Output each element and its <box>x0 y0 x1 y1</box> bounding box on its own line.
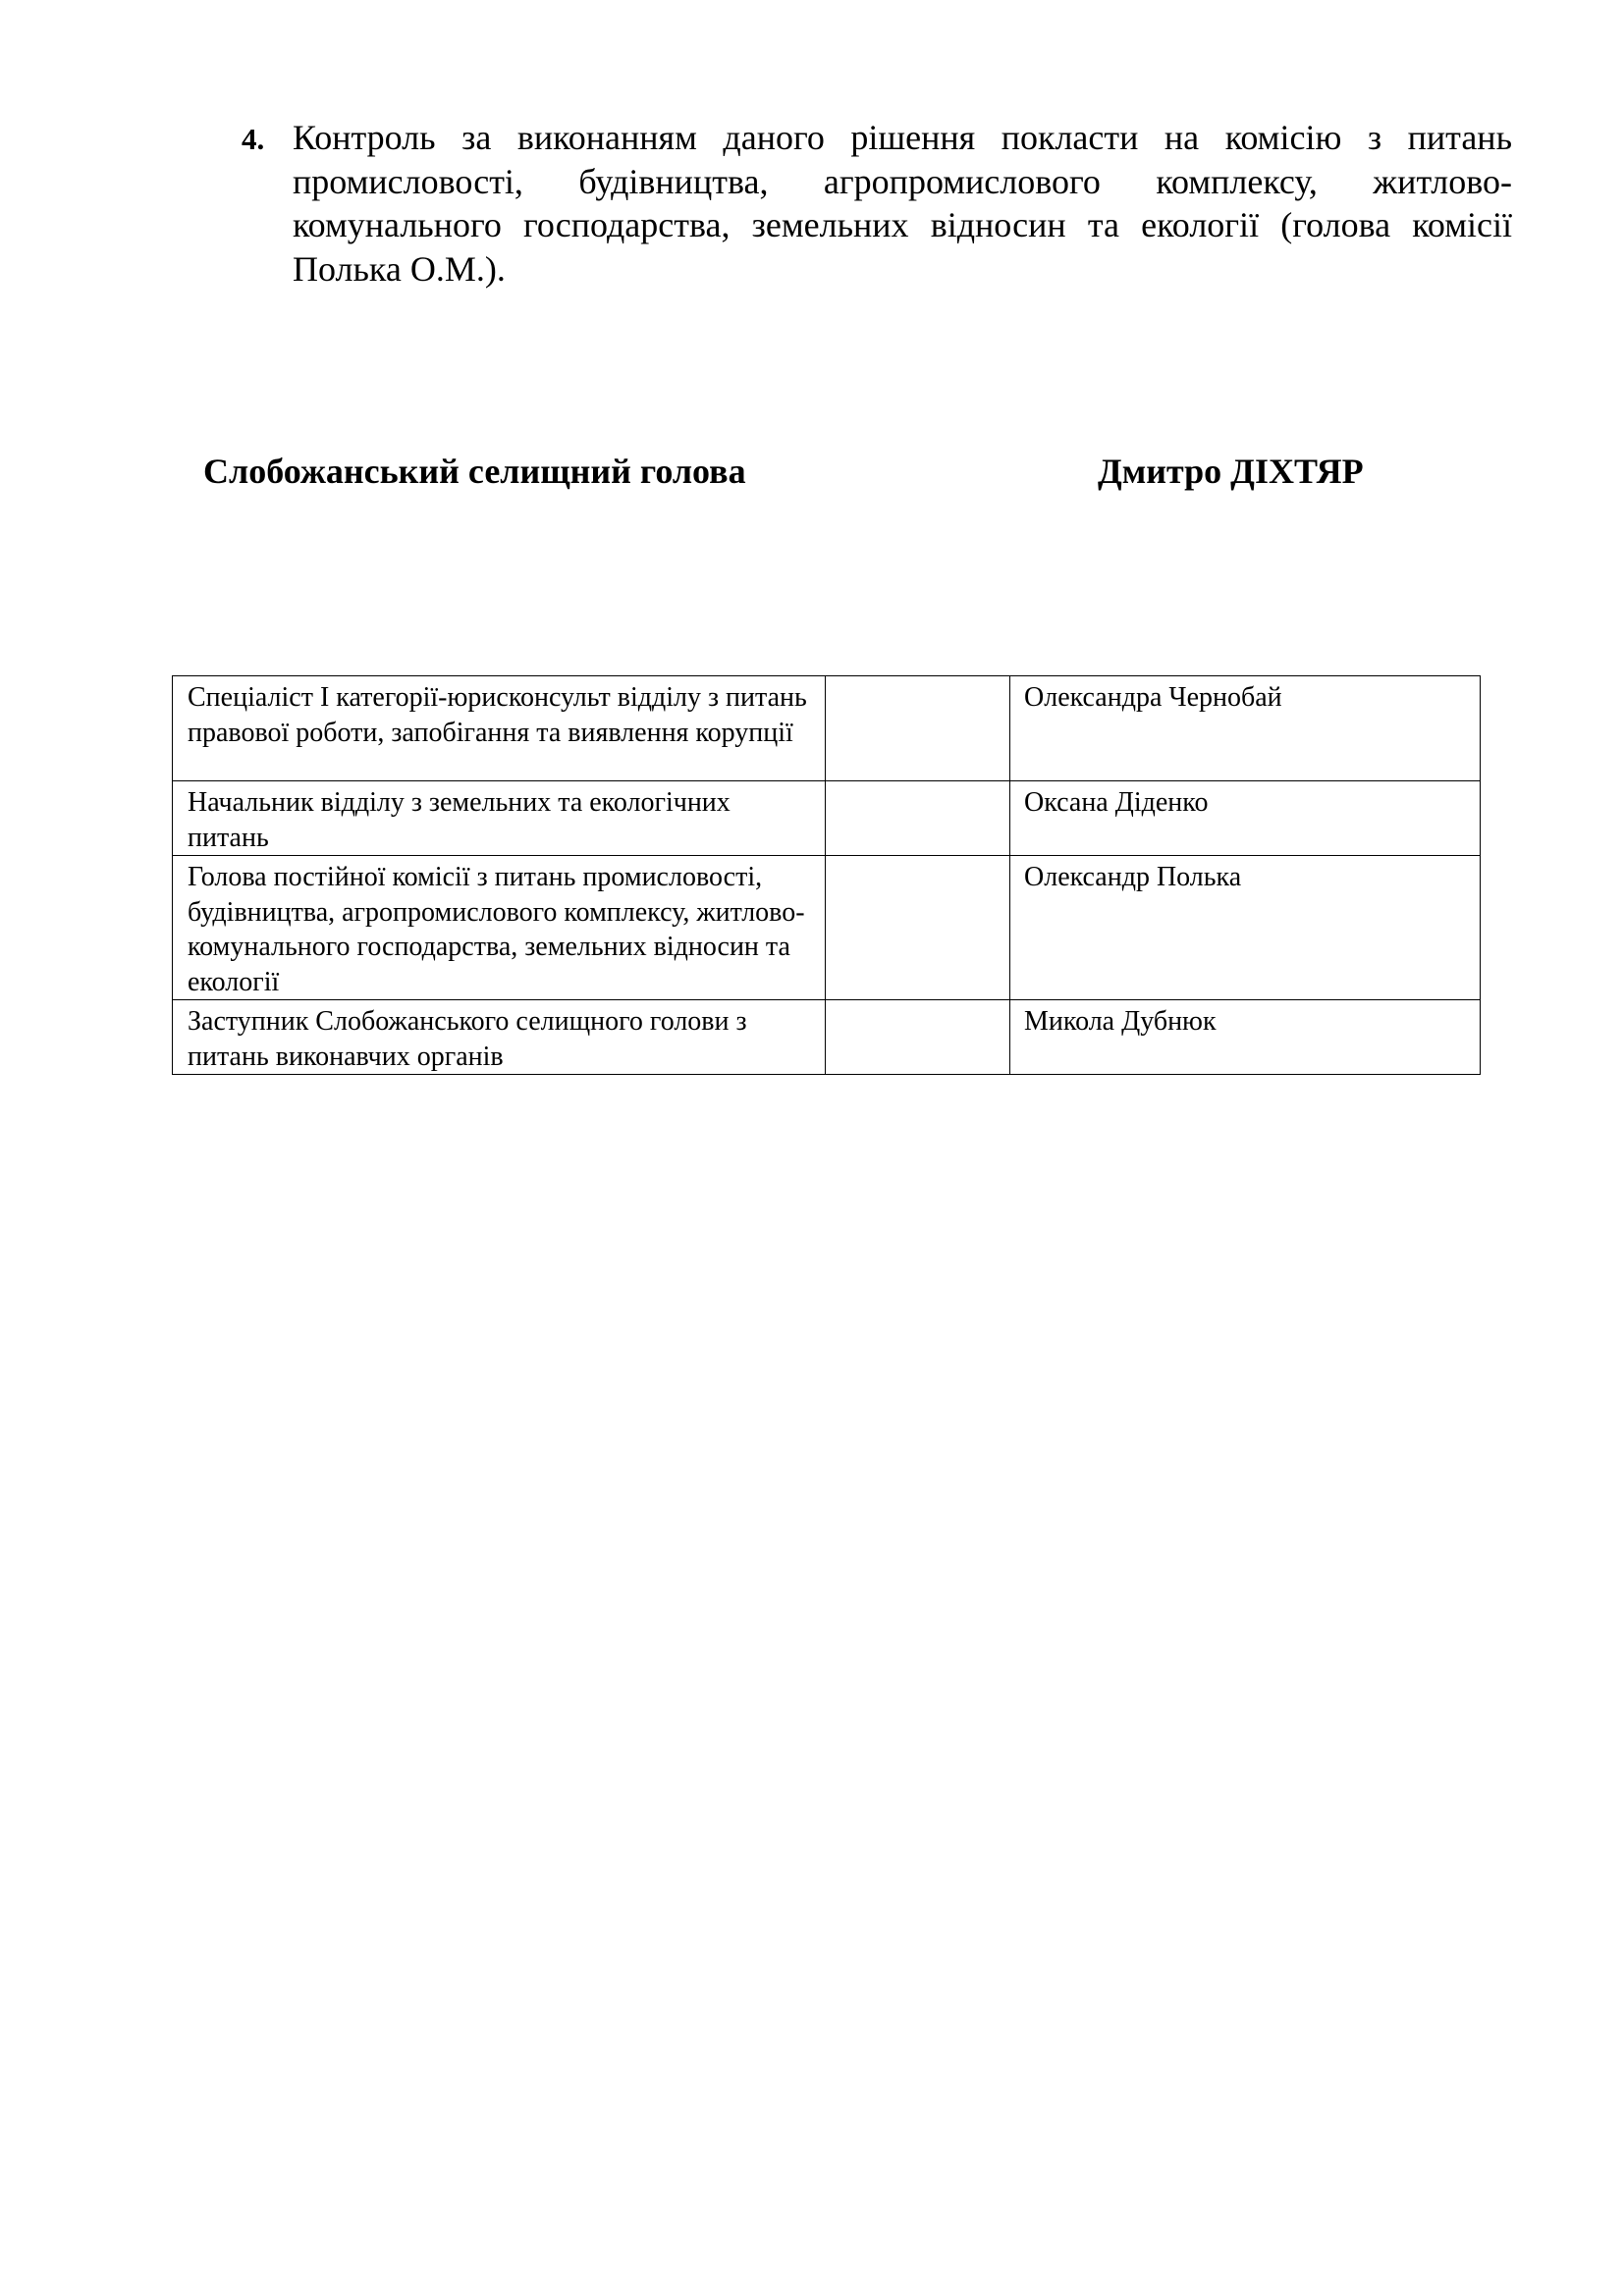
position-cell: Спеціаліст І категорії-юрисконсульт відділу з питань правової роботи, запобігання та виявлення корупції <box>173 676 826 781</box>
signatory-name: Дмитро ДІХТЯР <box>1098 452 1364 491</box>
name-cell: Оксана Діденко <box>1010 781 1481 856</box>
signatory-title: Слобожанський селищний голова <box>203 452 746 491</box>
table-row <box>173 676 1481 781</box>
approval-table <box>172 675 1481 1075</box>
table-row <box>173 1000 1481 1075</box>
name-cell: Микола Дубнюк <box>1010 1000 1481 1075</box>
signature-cell <box>826 856 1010 1000</box>
signature-cell <box>826 1000 1010 1075</box>
item-number: 4. <box>242 122 265 156</box>
item-text: Контроль за виконанням даного рішення покласти на комісію з питань промисловості, будівництва, агропромислового комплексу, житлово-комунального господарства, земельних відносин та екології (голова комісії Полька О.М.). <box>293 118 1512 289</box>
signature-cell <box>826 781 1010 856</box>
name-cell: Олександр Полька <box>1010 856 1481 1000</box>
signature-cell <box>826 676 1010 781</box>
table-row <box>173 856 1481 1000</box>
name-cell: Олександра Чернобай <box>1010 676 1481 781</box>
position-cell: Начальник відділу з земельних та екологічних питань <box>173 781 826 856</box>
table-row <box>173 781 1481 856</box>
position-cell: Заступник Слобожанського селищного голови з питань виконавчих органів <box>173 1000 826 1075</box>
position-cell: Голова постійної комісії з питань промисловості, будівництва, агропромислового комплексу, житлово-комунального господарства, земельних відносин та екології <box>173 856 826 1000</box>
